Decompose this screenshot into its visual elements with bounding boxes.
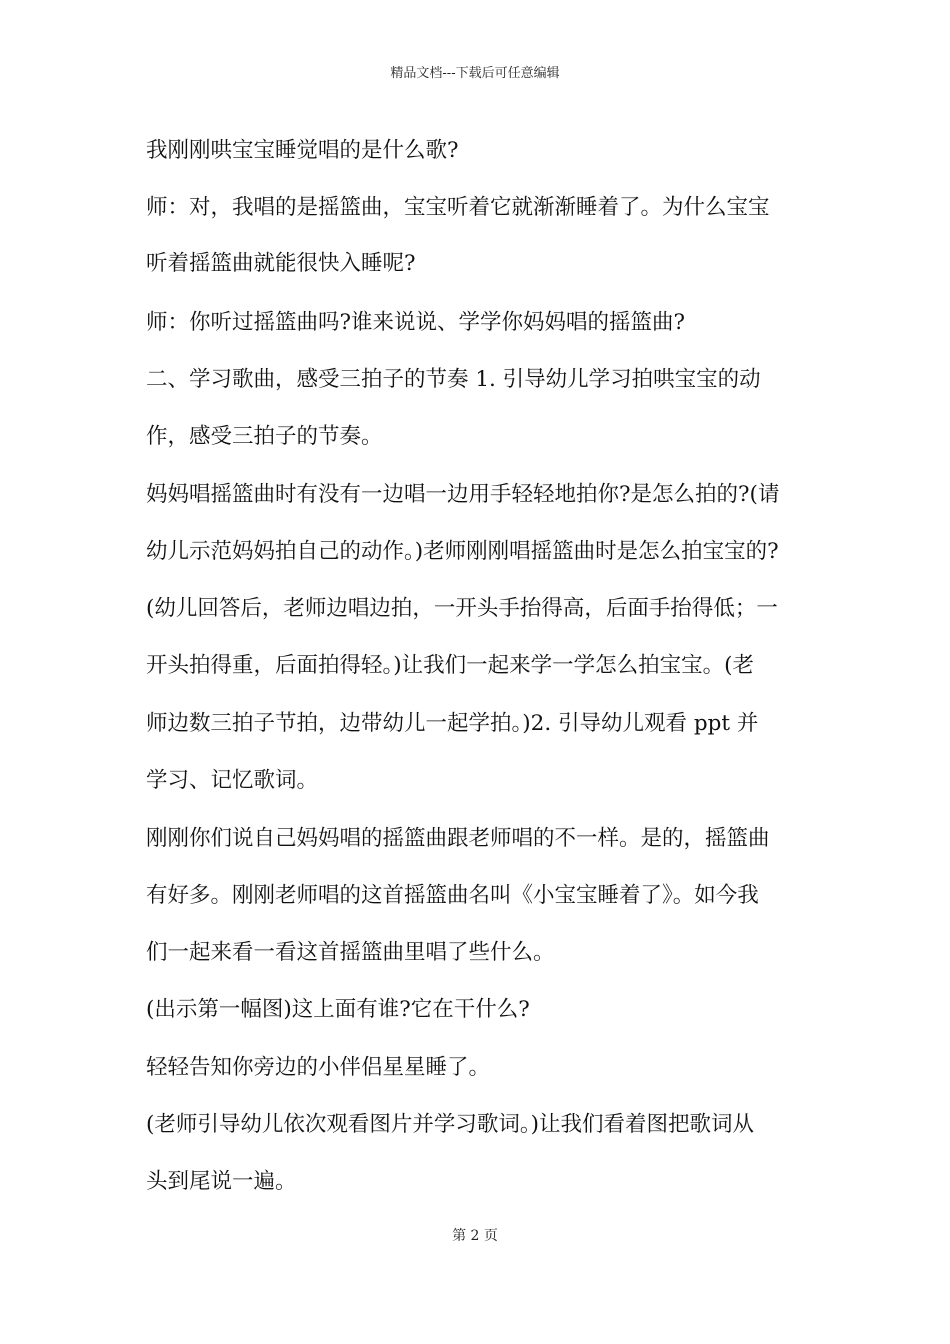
text-line: 刚刚你们说自己妈妈唱的摇篮曲跟老师唱的不一样。是的，摇篮曲 [146, 826, 770, 851]
text-line: 轻轻告知你旁边的小伴侣星星睡了。 [146, 1055, 491, 1080]
page-header: 精品文档---下载后可任意编辑 [390, 66, 560, 81]
text-line: (出示第一幅图)这上面有谁?它在干什么? [146, 997, 530, 1022]
text-line: 作，感受三拍子的节奏。 [146, 424, 383, 449]
text-line: 师：你听过摇篮曲吗?谁来说说、学学你妈妈唱的摇篮曲? [146, 310, 686, 335]
text-line: 师边数三拍子节拍，边带幼儿一起学拍。)2. 引导幼儿观看 ppt 并 [146, 711, 759, 736]
text-line: 有好多。刚刚老师唱的这首摇篮曲名叫《小宝宝睡着了》。如今我 [146, 883, 759, 908]
text-line: 师：对，我唱的是摇篮曲，宝宝听着它就渐渐睡着了。为什么宝宝 [146, 195, 770, 220]
text-line: 妈妈唱摇篮曲时有没有一边唱一边用手轻轻地拍你?是怎么拍的?(请 [146, 482, 780, 507]
page-number: 第 2 页 [452, 1228, 498, 1244]
text-line: 听着摇篮曲就能很快入睡呢? [146, 251, 416, 276]
text-line: 开头拍得重，后面拍得轻。)让我们一起来学一学怎么拍宝宝。(老 [146, 653, 755, 678]
text-line: (幼儿回答后，老师边唱边拍，一开头手抬得高，后面手抬得低；一 [146, 596, 778, 621]
text-line: 二、学习歌曲，感受三拍子的节奏 1. 引导幼儿学习拍哄宝宝的动 [146, 367, 761, 392]
text-line: 我刚刚哄宝宝睡觉唱的是什么歌? [146, 138, 459, 163]
text-line: 学习、记忆歌词。 [146, 768, 319, 793]
text-line: (老师引导幼儿依次观看图片并学习歌词。)让我们看着图把歌词从 [146, 1112, 755, 1137]
text-line: 们一起来看一看这首摇篮曲里唱了些什么。 [146, 940, 555, 965]
text-line: 幼儿示范妈妈拍自己的动作。)老师刚刚唱摇篮曲时是怎么拍宝宝的? [146, 539, 779, 564]
text-line: 头到尾说一遍。 [146, 1169, 297, 1194]
